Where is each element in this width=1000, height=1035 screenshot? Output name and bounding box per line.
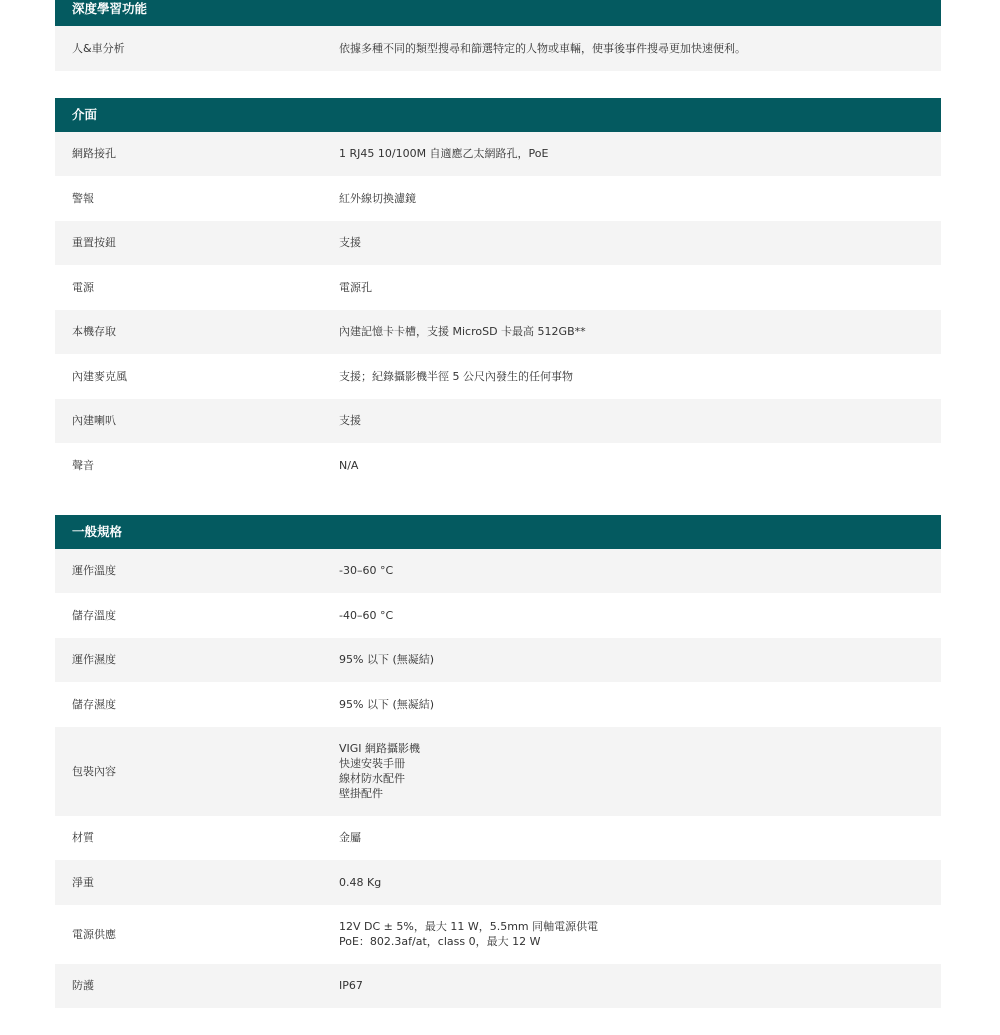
spec-value — [339, 697, 941, 712]
spec-row — [55, 682, 941, 727]
spec-value-line: 支援 — [339, 236, 361, 250]
spec-value — [339, 608, 941, 623]
spec-value-line: 線材防水配件 — [339, 772, 405, 785]
spec-value — [339, 978, 941, 993]
spec-value-line: 金屬 — [339, 831, 361, 845]
spec-value-line: VIGI 網路攝影機 — [339, 742, 421, 755]
spec-value — [339, 919, 941, 949]
spec-row — [55, 549, 941, 594]
spec-label: 本機存取 — [72, 325, 116, 339]
spec-row — [55, 176, 941, 221]
spec-row — [55, 964, 941, 1009]
spec-label: 材質 — [72, 831, 94, 845]
spec-value — [339, 741, 941, 801]
spec-value-line: 95% 以下 (無凝結) — [339, 697, 435, 711]
spec-row — [55, 26, 941, 71]
spec-label: 儲存溫度 — [72, 608, 116, 622]
spec-value-line: -30–60 °C — [339, 564, 394, 578]
spec-label: 網路接孔 — [72, 147, 116, 161]
spec-label: 運作濕度 — [72, 653, 116, 667]
spec-label: 內建麥克風 — [72, 369, 127, 383]
spec-row — [55, 354, 941, 399]
spec-label: 電源供應 — [72, 927, 116, 941]
spec-row — [55, 905, 941, 964]
spec-value — [339, 369, 941, 384]
spec-section — [55, 98, 941, 488]
section-header: 一般規格 — [55, 515, 941, 549]
spec-row — [55, 860, 941, 905]
spec-value — [339, 652, 941, 667]
spec-value — [339, 875, 941, 890]
spec-value — [339, 191, 941, 206]
spec-row — [55, 443, 941, 488]
spec-row — [55, 399, 941, 444]
section-header: 介面 — [55, 98, 941, 132]
spec-value-line: -40–60 °C — [339, 608, 394, 622]
spec-section — [55, 515, 941, 1009]
spec-value — [339, 235, 941, 250]
spec-value-line: N/A — [339, 458, 359, 472]
spec-label: 包裝內容 — [72, 764, 116, 778]
spec-value-line: 95% 以下 (無凝結) — [339, 653, 435, 667]
spec-row — [55, 638, 941, 683]
spec-value-line: 依據多種不同的類型搜尋和篩選特定的人物或車輛，使事後事件搜尋更加快速便利。 — [339, 41, 746, 55]
spec-value — [339, 458, 941, 473]
spec-table — [55, 0, 941, 1035]
spec-value — [339, 41, 941, 56]
spec-value — [339, 324, 941, 339]
spec-row — [55, 132, 941, 177]
spec-label: 運作溫度 — [72, 564, 116, 578]
spec-row — [55, 727, 941, 816]
section-header: 深度學習功能 — [55, 0, 941, 26]
spec-label: 警報 — [72, 191, 94, 205]
spec-value-line: PoE：802.3af/at，class 0，最大 12 W — [339, 935, 541, 948]
spec-value-line: IP67 — [339, 979, 363, 993]
spec-value-line: 內建記憶卡卡槽，支援 MicroSD 卡最高 512GB** — [339, 325, 586, 339]
spec-row — [55, 816, 941, 861]
spec-value-line: 電源孔 — [339, 280, 372, 294]
spec-row — [55, 310, 941, 355]
spec-value-line: 紅外線切換濾鏡 — [339, 191, 416, 205]
spec-label: 防護 — [72, 979, 94, 993]
spec-value-line: 支援 — [339, 414, 361, 428]
spec-row — [55, 265, 941, 310]
spec-value — [339, 563, 941, 578]
spec-label: 人&車分析 — [72, 41, 125, 55]
spec-value-line: 12V DC ± 5%，最大 11 W，5.5mm 同軸電源供電 — [339, 920, 599, 933]
spec-value — [339, 413, 941, 428]
spec-value-line: 快速安裝手冊 — [339, 757, 405, 770]
spec-value — [339, 146, 941, 161]
spec-value — [339, 280, 941, 295]
spec-value-line: 0.48 Kg — [339, 875, 382, 889]
spec-value-line: 支援；紀錄攝影機半徑 5 公尺內發生的任何事物 — [339, 369, 573, 383]
spec-value-line: 1 RJ45 10/100M 自適應乙太網路孔，PoE — [339, 147, 549, 161]
spec-value-line: 壁掛配件 — [339, 787, 383, 800]
spec-label: 淨重 — [72, 875, 94, 889]
spec-label: 內建喇叭 — [72, 414, 116, 428]
spec-value — [339, 830, 941, 845]
spec-label: 儲存濕度 — [72, 697, 116, 711]
spec-label: 重置按鈕 — [72, 236, 116, 250]
spec-label: 電源 — [72, 280, 94, 294]
spec-label: 聲音 — [72, 458, 94, 472]
spec-section — [55, 0, 941, 71]
spec-row — [55, 221, 941, 266]
spec-row — [55, 593, 941, 638]
